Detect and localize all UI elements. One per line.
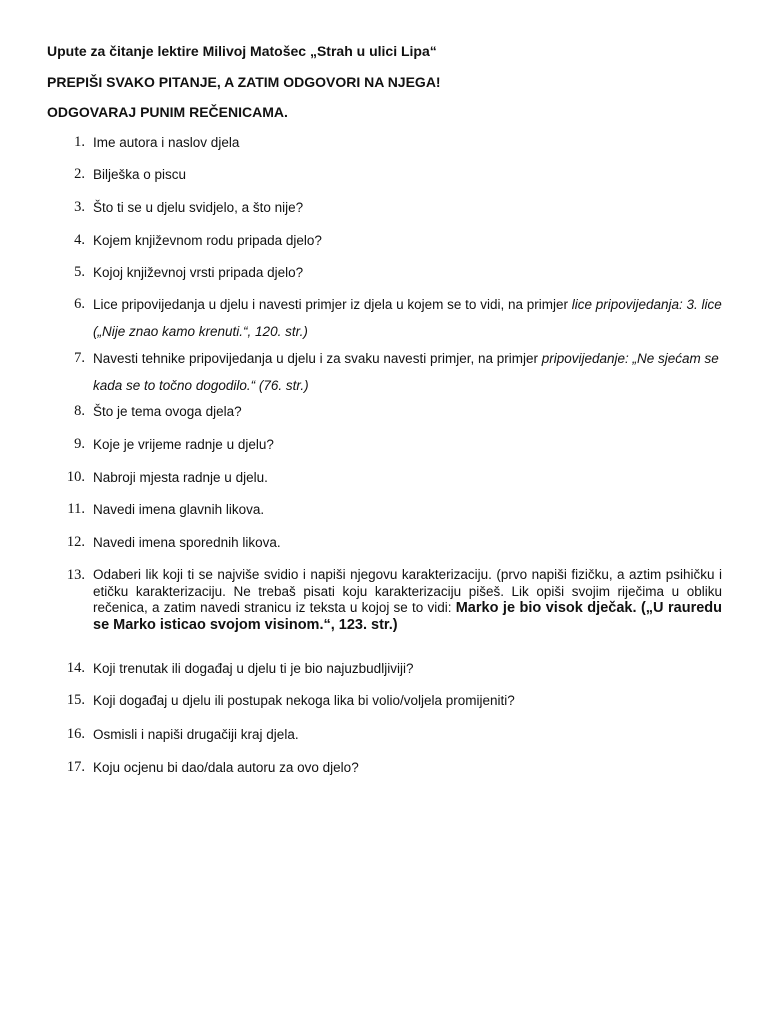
question-number: 11. [67, 501, 85, 517]
question-text: Navesti tehnike pripovijedanja u djelu i za svaku navesti primjer, na primjer [93, 351, 542, 366]
question-17 [47, 754, 722, 781]
question-7 [47, 345, 722, 399]
question-text: Kojem književnom rodu pripada djelo? [93, 233, 322, 248]
question-example: lice pripovijedanja: 3. lice („Nije znao kamo krenuti.“, 120. str.) [93, 297, 722, 339]
question-number: 7. [74, 350, 85, 366]
question-text: Lice pripovijedanja u djelu i navesti primjer iz djela u kojem se to vidi, na primjer [93, 297, 572, 312]
question-number: 1. [74, 134, 85, 150]
instruction-copy-and-answer: PREPIŠI SVAKO PITANJE, A ZATIM ODGOVORI NA NJEGA! [47, 74, 441, 90]
question-2 [47, 161, 722, 188]
question-6 [47, 291, 722, 345]
question-13 [47, 567, 722, 633]
question-text: Ime autora i naslov djela [93, 135, 240, 150]
question-number: 5. [74, 264, 85, 280]
question-text: Što je tema ovoga djela? [93, 404, 242, 419]
question-number: 14. [66, 660, 85, 676]
question-number: 6. [74, 296, 85, 312]
question-text: Koji trenutak ili događaj u djelu ti je bio najuzbudljiviji? [93, 661, 414, 676]
question-text: Koji događaj u djelu ili postupak nekoga lika bi volio/voljela promijeniti? [93, 693, 515, 708]
question-number: 10. [66, 469, 85, 485]
question-15 [47, 687, 722, 714]
question-text: Kojoj književnoj vrsti pripada djelo? [93, 265, 304, 280]
question-text: Odaberi lik koji ti se najviše svidio i napiši njegovu karakterizaciju. (prvo napiši fizičku, a aztim psihičku i etičku karakterizaciju. Ne trebaš pisati koju karakterizaciju pišeš. Lik opiši svojim riječima u obliku rečenica, a zatim navedi stranicu iz teksta u kojoj se to vidi: [93, 567, 722, 615]
question-number: 16. [66, 726, 85, 742]
question-example: pripovijedanje: „Ne sjećam se kada se to točno dogodilo.“ (76. str.) [93, 351, 719, 393]
question-number: 12. [66, 534, 85, 550]
question-text: Navedi imena glavnih likova. [93, 502, 265, 517]
question-16 [47, 721, 722, 748]
question-text: Koju ocjenu bi dao/dala autoru za ovo djelo? [93, 760, 359, 775]
question-number: 8. [74, 403, 85, 419]
question-14 [47, 655, 722, 682]
question-1 [47, 129, 722, 156]
document-title: Upute za čitanje lektire Milivoj Matošec „Strah u ulici Lipa“ [47, 43, 437, 59]
question-12 [47, 529, 722, 556]
question-text: Što ti se u djelu svidjelo, a što nije? [93, 200, 304, 215]
question-number: 4. [74, 232, 85, 248]
question-number: 15. [66, 692, 85, 708]
question-number: 9. [74, 436, 85, 452]
question-text: Koje je vrijeme radnje u djelu? [93, 437, 274, 452]
question-10 [47, 464, 722, 491]
question-text: Navedi imena sporednih likova. [93, 535, 281, 550]
question-number: 17. [66, 759, 85, 775]
question-number: 13. [66, 567, 85, 583]
question-4 [47, 227, 722, 254]
question-9 [47, 431, 722, 458]
question-text: Osmisli i napiši drugačiji kraj djela. [93, 727, 299, 742]
question-5 [47, 259, 722, 286]
instruction-full-sentences: ODGOVARAJ PUNIM REČENICAMA. [47, 104, 288, 120]
question-8 [47, 398, 722, 425]
question-number: 3. [74, 199, 85, 215]
question-11 [47, 496, 722, 523]
question-number: 2. [74, 166, 85, 182]
question-example: Marko je bio visok dječak. („U rauredu se Marko isticao svojom visinom.“, 123. str.) [93, 600, 722, 633]
question-3 [47, 194, 722, 221]
question-text: Bilješka o piscu [93, 167, 187, 182]
question-text: Nabroji mjesta radnje u djelu. [93, 470, 268, 485]
